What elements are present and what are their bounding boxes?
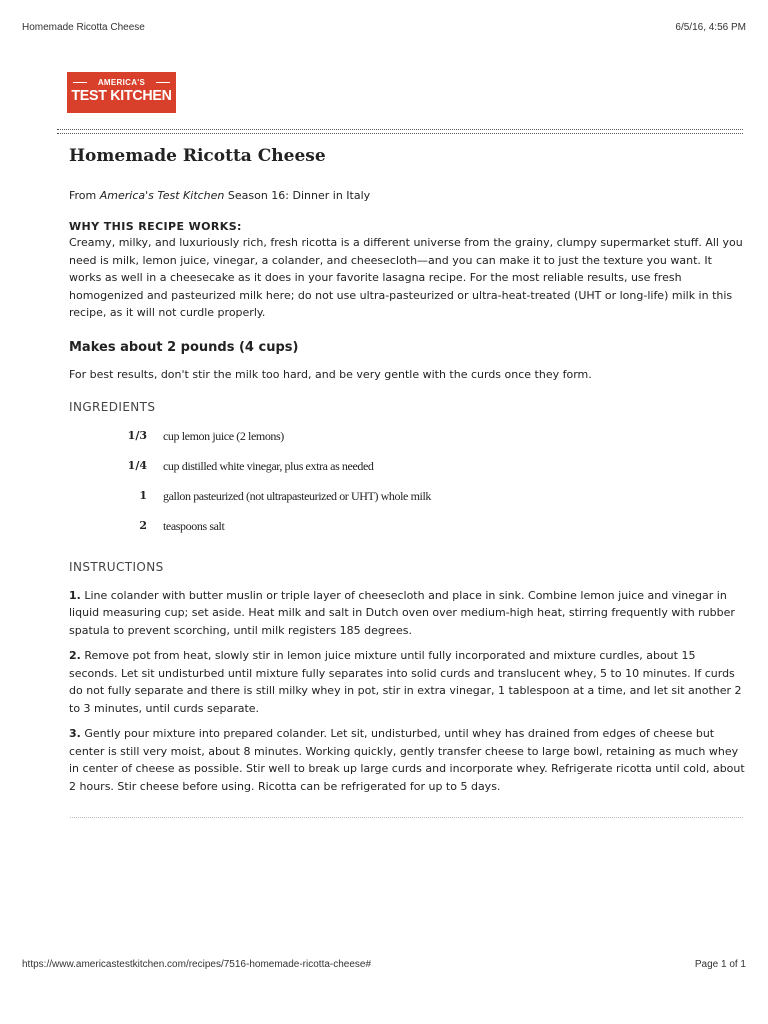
ingredient-qty: 1/4: [127, 458, 147, 472]
why-body: Creamy, milky, and luxuriously rich, fresh ricotta is a different universe from the grainy, clumpy supermarket stuff. All you need is milk, lemon juice, vinegar, a colander, and cheesecloth—and you can make it to just the texture you want. It works as well in a cheesecake as it does in your favorite lasagna recipe. For the most reliable results, use fresh homogenized and pasteurized milk here; do not use ultra-pasteurized or ultra-heat-treated (UHT or long-life) milk in this recipe, as it will not curdle properly.: [69, 236, 743, 319]
step-number: 2.: [69, 649, 81, 662]
instruction-step: [69, 647, 745, 717]
step-text: Remove pot from heat, slowly stir in lemon juice mixture until fully incorporated and mixture curdles, about 15 seconds. Let sit undisturbed until mixture fully separates into solid curds and translucent whey, 5 to 10 minutes. If curds do not fully separate and there is still milky whey in pot, stir in extra vinegar, 1 tablespoon at a time, and let sit another 2 to 3 minutes, until curds separate.: [69, 649, 742, 715]
step-number: 3.: [69, 727, 81, 740]
ingredient-item: [69, 483, 745, 513]
ingredients-heading: INGREDIENTS: [69, 399, 156, 414]
source-show: America's Test Kitchen: [99, 189, 225, 202]
ingredient-qty: 1/3: [127, 428, 147, 442]
print-footer-page: Page 1 of 1: [694, 959, 746, 970]
ingredient-desc: cup lemon juice (2 lemons): [163, 428, 284, 443]
logo-top-line: AMERICA'S: [67, 78, 176, 87]
instruction-step: [69, 587, 745, 640]
bottom-divider: [70, 817, 743, 818]
recipe-tip: For best results, don't stir the milk too hard, and be very gentle with the curds once they form.: [69, 367, 592, 381]
print-footer-url[interactable]: https://www.americastestkitchen.com/recipes/7516-homemade-ricotta-cheese#: [22, 959, 372, 970]
print-header-datetime: 6/5/16, 4:56 PM: [675, 22, 746, 33]
print-footer: [22, 959, 746, 973]
print-header: [22, 22, 746, 36]
instructions-heading: INSTRUCTIONS: [69, 559, 164, 574]
print-header-title: Homemade Ricotta Cheese: [22, 22, 145, 33]
ingredient-item: [69, 513, 745, 543]
ingredient-desc: teaspoons salt: [163, 518, 225, 533]
logo-bottom-line: TEST KITCHEN: [71, 87, 172, 104]
step-text: Line colander with butter muslin or triple layer of cheesecloth and place in sink. Combine lemon juice and vinegar in liquid measuring cup; set aside. Heat milk and salt in Dutch oven over medium-high heat, stirring frequently with rubber spatula to prevent scorching, until milk registers 185 degrees.: [69, 588, 735, 637]
recipe-content: [69, 144, 745, 803]
why-heading: WHY THIS RECIPE WORKS:: [69, 220, 242, 233]
source-suffix: Season 16: Dinner in Italy: [224, 189, 371, 202]
ingredient-item: [69, 423, 745, 453]
americas-test-kitchen-logo[interactable]: [67, 72, 176, 113]
ingredient-item: [69, 453, 745, 483]
instructions-list: [69, 587, 745, 796]
ingredient-qty: 2: [139, 518, 147, 532]
recipe-source: [69, 188, 745, 204]
ingredients-list: [69, 423, 745, 543]
recipe-yield: Makes about 2 pounds (4 cups): [69, 339, 299, 355]
ingredient-desc: cup distilled white vinegar, plus extra as needed: [163, 458, 374, 473]
ingredient-qty: 1: [139, 488, 147, 502]
ingredient-desc: gallon pasteurized (not ultrapasteurized or UHT) whole milk: [163, 488, 431, 503]
recipe-title: Homemade Ricotta Cheese: [69, 146, 326, 166]
step-number: 1.: [69, 588, 81, 602]
source-prefix: From: [69, 189, 100, 202]
instruction-step: [69, 725, 745, 795]
step-text: Gently pour mixture into prepared colander. Let sit, undisturbed, until whey has drained from edges of cheese but center is still very moist, about 8 minutes. Working quickly, gently transfer cheese to large bowl, retaining as much whey in center of cheese as possible. Stir well to break up large curds and incorporate whey. Refrigerate ricotta until cold, about 2 hours. Stir cheese before using. Ricotta can be refrigerated for up to 5 days.: [69, 727, 745, 793]
top-divider: [57, 129, 743, 134]
